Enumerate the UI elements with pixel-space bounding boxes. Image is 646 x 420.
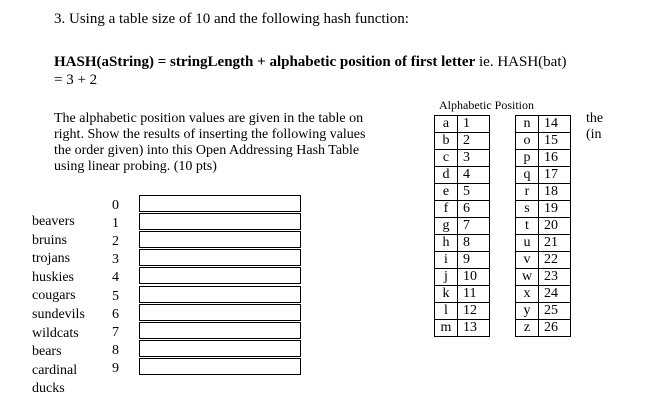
alphabet-letter: q — [516, 167, 539, 184]
alphabet-value: 11 — [458, 286, 490, 303]
alphabet-letter: x — [516, 286, 539, 303]
alphabet-row — [435, 252, 490, 269]
alphabet-row — [435, 235, 490, 252]
alphabet-letter: l — [435, 303, 458, 320]
alphabet-value: 16 — [539, 150, 571, 167]
alphabet-letter: e — [435, 184, 458, 201]
alphabet-value: 2 — [458, 133, 490, 150]
alphabet-row — [435, 303, 490, 320]
word-item: cougars — [32, 288, 76, 304]
alphabet-table-right — [515, 115, 571, 337]
hash-index: 9 — [112, 360, 119, 376]
alphabet-row — [516, 167, 571, 184]
alphabet-letter: u — [516, 235, 539, 252]
hash-slot[interactable] — [139, 249, 301, 266]
alphabet-value: 14 — [539, 116, 571, 133]
alphabet-value: 9 — [458, 252, 490, 269]
instructions-line: using linear probing. (10 pts) — [54, 159, 217, 174]
alphabet-value: 8 — [458, 235, 490, 252]
word-item: ducks — [32, 381, 65, 397]
hash-slot[interactable] — [139, 340, 301, 357]
alphabet-letter: w — [516, 269, 539, 286]
hash-index: 6 — [112, 306, 119, 322]
alphabet-value: 24 — [539, 286, 571, 303]
hash-slot[interactable] — [139, 213, 301, 230]
alphabet-letter: b — [435, 133, 458, 150]
hash-index: 5 — [112, 288, 119, 304]
alphabet-letter: f — [435, 201, 458, 218]
overflow-text-line: the — [586, 111, 604, 126]
hash-slot[interactable] — [139, 322, 301, 339]
overflow-text-line: (in — [586, 127, 602, 142]
word-item: sundevils — [32, 307, 85, 322]
hash-index: 4 — [112, 270, 119, 286]
alphabet-letter: t — [516, 218, 539, 235]
word-item: huskies — [32, 269, 74, 285]
alphabet-value: 13 — [458, 320, 490, 337]
alphabet-row — [516, 150, 571, 167]
word-item: bears — [32, 344, 62, 360]
alphabet-row — [516, 201, 571, 218]
alphabet-value: 10 — [458, 269, 490, 286]
alphabet-value: 17 — [539, 167, 571, 184]
word-item: trojans — [32, 251, 71, 267]
alphabet-row — [516, 116, 571, 133]
word-item: cardinal — [32, 362, 78, 378]
alphabet-row — [516, 269, 571, 286]
hash-slot[interactable] — [139, 304, 301, 321]
instructions-line: the order given) into this Open Addressing Hash Table — [54, 143, 360, 158]
alphabet-value: 4 — [458, 167, 490, 184]
alphabet-value: 18 — [539, 184, 571, 201]
word-item: wildcats — [32, 325, 79, 341]
hash-function-line — [54, 54, 566, 71]
alphabet-letter: p — [516, 150, 539, 167]
hash-index: 8 — [112, 342, 119, 358]
alphabet-row — [516, 218, 571, 235]
hash-index: 3 — [112, 252, 119, 268]
alphabet-row — [435, 184, 490, 201]
instructions-line: right. Show the results of inserting the following values — [54, 127, 366, 142]
word-item: bruins — [32, 232, 67, 248]
alphabet-value: 1 — [458, 116, 490, 133]
alphabet-letter: r — [516, 184, 539, 201]
hash-slot[interactable] — [139, 195, 301, 212]
alphabet-row — [435, 286, 490, 303]
alphabet-row — [435, 201, 490, 218]
alphabet-letter: j — [435, 269, 458, 286]
alphabet-value: 12 — [458, 303, 490, 320]
alphabet-row — [516, 133, 571, 150]
hash-index: 7 — [112, 324, 119, 340]
alphabet-row — [435, 218, 490, 235]
overflow-text — [586, 111, 603, 143]
alphabet-letter: g — [435, 218, 458, 235]
alphabet-letter: d — [435, 167, 458, 184]
alphabet-row — [516, 252, 571, 269]
hash-slot[interactable] — [139, 231, 301, 248]
alphabet-row — [435, 320, 490, 337]
alphabet-row — [516, 235, 571, 252]
hash-slot[interactable] — [139, 358, 301, 375]
alphabet-table-left — [434, 115, 490, 337]
alphabet-value: 7 — [458, 218, 490, 235]
hash-index: 0 — [112, 198, 119, 213]
alphabet-value: 20 — [539, 218, 571, 235]
hash-function-definition: HASH(aString) = stringLength + alphabetic position of first letter — [54, 54, 476, 70]
alphabet-row — [516, 303, 571, 320]
alphabet-value: 25 — [539, 303, 571, 320]
alphabet-value: 15 — [539, 133, 571, 150]
word-item: beavers — [32, 214, 75, 229]
hash-example-result: = 3 + 2 — [54, 72, 98, 88]
alphabet-letter: c — [435, 150, 458, 167]
alphabet-row — [435, 133, 490, 150]
alphabet-letter: i — [435, 252, 458, 269]
alphabet-value: 26 — [539, 320, 571, 337]
alphabet-letter: o — [516, 133, 539, 150]
alphabet-row — [516, 184, 571, 201]
alphabet-letter: z — [516, 320, 539, 337]
hash-slot[interactable] — [139, 267, 301, 284]
instructions — [54, 111, 424, 175]
alphabet-letter: v — [516, 252, 539, 269]
hash-example: ie. HASH(bat) — [475, 54, 567, 70]
alphabet-row — [435, 269, 490, 286]
alphabet-table-caption: Alphabetic Position — [439, 98, 534, 112]
alphabet-letter: k — [435, 286, 458, 303]
alphabet-letter: n — [516, 116, 539, 133]
instructions-line: The alphabetic position values are given in the table on — [54, 111, 364, 126]
alphabet-row — [516, 286, 571, 303]
alphabet-letter: a — [435, 116, 458, 133]
alphabet-value: 23 — [539, 269, 571, 286]
alphabet-value: 6 — [458, 201, 490, 218]
alphabet-row — [516, 320, 571, 337]
alphabet-value: 22 — [539, 252, 571, 269]
alphabet-row — [435, 167, 490, 184]
alphabet-row — [435, 116, 490, 133]
alphabet-value: 19 — [539, 201, 571, 218]
alphabet-value: 21 — [539, 235, 571, 252]
alphabet-row — [435, 150, 490, 167]
hash-slot[interactable] — [139, 286, 301, 303]
alphabet-value: 5 — [458, 184, 490, 201]
question-title: 3. Using a table size of 10 and the following hash function: — [54, 11, 409, 27]
alphabet-value: 3 — [458, 150, 490, 167]
alphabet-letter: s — [516, 201, 539, 218]
alphabet-letter: h — [435, 235, 458, 252]
alphabet-letter: y — [516, 303, 539, 320]
hash-index: 2 — [112, 234, 119, 250]
alphabet-letter: m — [435, 320, 458, 337]
hash-index: 1 — [112, 216, 119, 232]
